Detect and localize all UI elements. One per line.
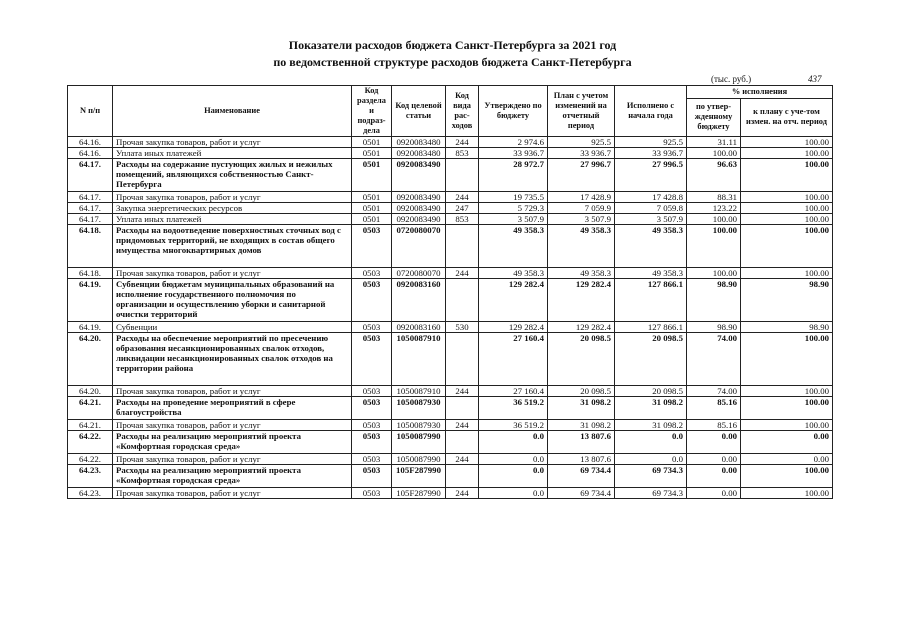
- col-header-pct-group: % исполнения: [687, 86, 833, 99]
- table-row: [68, 279, 833, 322]
- row-num: 64.16.: [68, 148, 113, 159]
- row-pct-plan: 100.00: [741, 203, 833, 214]
- row-num: 64.23.: [68, 488, 113, 499]
- col-header-pct-plan: к плану с уче-том измен. на отч. период: [741, 98, 833, 136]
- row-pct-approved: 123.22: [687, 203, 741, 214]
- row-section: 0503: [352, 386, 392, 397]
- row-kind: 853: [446, 148, 479, 159]
- page-number: 437: [808, 74, 822, 84]
- row-pct-approved: 85.16: [687, 397, 741, 420]
- row-executed: 7 059.8: [615, 203, 687, 214]
- budget-table: [67, 85, 833, 499]
- row-target: 0720080070: [392, 225, 446, 268]
- row-executed: 49 358.3: [615, 268, 687, 279]
- row-kind: 244: [446, 268, 479, 279]
- row-section: 0501: [352, 214, 392, 225]
- row-pct-plan: 100.00: [741, 192, 833, 203]
- row-executed: 31 098.2: [615, 420, 687, 431]
- row-num: 64.21.: [68, 420, 113, 431]
- row-name: Расходы на реализацию мероприятий проекта «Комфортная городская среда»: [113, 465, 352, 488]
- row-section: 0501: [352, 159, 392, 192]
- row-name: Уплата иных платежей: [113, 214, 352, 225]
- row-target: 1050087990: [392, 431, 446, 454]
- row-plan: 925.5: [548, 137, 615, 148]
- row-plan: 129 282.4: [548, 279, 615, 322]
- row-name: Расходы на обеспечение мероприятий по пресечению образования несанкционированных свалок отходов, ликвидации несанкционированных свалок отходов на территории района: [113, 333, 352, 386]
- row-approved: 3 507.9: [479, 214, 548, 225]
- row-target: 0920083490: [392, 214, 446, 225]
- row-kind: 244: [446, 454, 479, 465]
- row-pct-approved: 100.00: [687, 268, 741, 279]
- row-num: 64.20.: [68, 333, 113, 386]
- row-pct-plan: 98.90: [741, 279, 833, 322]
- row-executed: 0.0: [615, 454, 687, 465]
- row-kind: [446, 397, 479, 420]
- row-pct-approved: 85.16: [687, 420, 741, 431]
- col-header-approved: Утверждено по бюджету: [479, 86, 548, 137]
- row-plan: 3 507.9: [548, 214, 615, 225]
- row-executed: 49 358.3: [615, 225, 687, 268]
- col-header-name: Наименование: [113, 86, 352, 137]
- row-plan: 31 098.2: [548, 397, 615, 420]
- table-row: [68, 454, 833, 465]
- row-executed: 31 098.2: [615, 397, 687, 420]
- row-pct-approved: 31.11: [687, 137, 741, 148]
- row-approved: 27 160.4: [479, 333, 548, 386]
- row-approved: 2 974.6: [479, 137, 548, 148]
- row-pct-approved: 96.63: [687, 159, 741, 192]
- row-kind: 530: [446, 322, 479, 333]
- col-header-target: Код целевой статьи: [392, 86, 446, 137]
- row-target: 0720080070: [392, 268, 446, 279]
- col-header-kind: Код вида рас-ходов: [446, 86, 479, 137]
- table-row: [68, 192, 833, 203]
- row-plan: 49 358.3: [548, 225, 615, 268]
- row-name: Прочая закупка товаров, работ и услуг: [113, 420, 352, 431]
- row-name: Прочая закупка товаров, работ и услуг: [113, 488, 352, 499]
- row-section: 0503: [352, 322, 392, 333]
- row-section: 0503: [352, 225, 392, 268]
- row-pct-approved: 0.00: [687, 465, 741, 488]
- table-row: [68, 137, 833, 148]
- row-kind: [446, 431, 479, 454]
- row-pct-plan: 100.00: [741, 420, 833, 431]
- row-pct-approved: 100.00: [687, 148, 741, 159]
- row-section: 0503: [352, 420, 392, 431]
- row-pct-plan: 100.00: [741, 225, 833, 268]
- table-row: [68, 203, 833, 214]
- row-target: 0920083480: [392, 137, 446, 148]
- row-name: Прочая закупка товаров, работ и услуг: [113, 268, 352, 279]
- row-pct-approved: 0.00: [687, 454, 741, 465]
- row-approved: 5 729.3: [479, 203, 548, 214]
- row-section: 0503: [352, 279, 392, 322]
- row-target: 105F287990: [392, 488, 446, 499]
- row-approved: 129 282.4: [479, 279, 548, 322]
- row-approved: 129 282.4: [479, 322, 548, 333]
- row-pct-plan: 100.00: [741, 148, 833, 159]
- row-pct-approved: 100.00: [687, 225, 741, 268]
- row-num: 64.22.: [68, 431, 113, 454]
- row-section: 0503: [352, 454, 392, 465]
- row-target: 0920083480: [392, 148, 446, 159]
- row-kind: 244: [446, 488, 479, 499]
- row-pct-plan: 100.00: [741, 386, 833, 397]
- row-executed: 127 866.1: [615, 279, 687, 322]
- row-num: 64.23.: [68, 465, 113, 488]
- row-section: 0503: [352, 397, 392, 420]
- row-name: Уплата иных платежей: [113, 148, 352, 159]
- row-kind: [446, 465, 479, 488]
- row-section: 0501: [352, 137, 392, 148]
- row-pct-plan: 100.00: [741, 333, 833, 386]
- row-approved: 0.0: [479, 465, 548, 488]
- row-section: 0501: [352, 148, 392, 159]
- row-pct-plan: 0.00: [741, 431, 833, 454]
- row-name: Прочая закупка товаров, работ и услуг: [113, 386, 352, 397]
- row-executed: 3 507.9: [615, 214, 687, 225]
- row-name: Прочая закупка товаров, работ и услуг: [113, 454, 352, 465]
- row-pct-plan: 100.00: [741, 137, 833, 148]
- row-pct-approved: 74.00: [687, 386, 741, 397]
- row-num: 64.20.: [68, 386, 113, 397]
- row-approved: 36 519.2: [479, 397, 548, 420]
- row-pct-approved: 0.00: [687, 488, 741, 499]
- table-row: [68, 268, 833, 279]
- row-pct-approved: 0.00: [687, 431, 741, 454]
- col-header-executed: Исполнено с начала года: [615, 86, 687, 137]
- table-row: [68, 148, 833, 159]
- table-row: [68, 397, 833, 420]
- row-pct-plan: 0.00: [741, 454, 833, 465]
- row-target: 0920083160: [392, 279, 446, 322]
- row-num: 64.19.: [68, 322, 113, 333]
- row-name: Субвенции: [113, 322, 352, 333]
- row-name: Расходы на водоотведение поверхностных сточных вод с придомовых территорий, не входящих в состав общего имущества многоквартирных домов: [113, 225, 352, 268]
- row-section: 0501: [352, 192, 392, 203]
- table-row: [68, 159, 833, 192]
- row-pct-plan: 100.00: [741, 214, 833, 225]
- row-target: 1050087910: [392, 333, 446, 386]
- table-row: [68, 386, 833, 397]
- row-approved: 19 735.5: [479, 192, 548, 203]
- table-row: [68, 333, 833, 386]
- row-kind: [446, 159, 479, 192]
- row-target: 1050087990: [392, 454, 446, 465]
- row-num: 64.22.: [68, 454, 113, 465]
- row-kind: 247: [446, 203, 479, 214]
- row-executed: 925.5: [615, 137, 687, 148]
- row-section: 0501: [352, 203, 392, 214]
- row-pct-plan: 98.90: [741, 322, 833, 333]
- row-approved: 0.0: [479, 454, 548, 465]
- row-target: 1050087930: [392, 397, 446, 420]
- col-header-pct-approved: по утвер-жденному бюджету: [687, 98, 741, 136]
- row-approved: 36 519.2: [479, 420, 548, 431]
- row-pct-approved: 88.31: [687, 192, 741, 203]
- row-executed: 69 734.3: [615, 488, 687, 499]
- row-plan: 20 098.5: [548, 333, 615, 386]
- row-executed: 27 996.5: [615, 159, 687, 192]
- table-row: [68, 225, 833, 268]
- row-section: 0503: [352, 333, 392, 386]
- row-target: 0920083490: [392, 192, 446, 203]
- row-approved: 0.0: [479, 431, 548, 454]
- table-row: [68, 488, 833, 499]
- row-approved: 49 358.3: [479, 268, 548, 279]
- row-plan: 17 428.9: [548, 192, 615, 203]
- row-plan: 69 734.4: [548, 465, 615, 488]
- row-name: Закупка энергетических ресурсов: [113, 203, 352, 214]
- row-pct-plan: 100.00: [741, 159, 833, 192]
- units-label: (тыс. руб.): [711, 74, 752, 84]
- row-kind: 244: [446, 420, 479, 431]
- row-plan: 13 807.6: [548, 454, 615, 465]
- page-subtitle: по ведомственной структуре расходов бюджета Санкт-Петербурга: [273, 55, 632, 69]
- row-approved: 28 972.7: [479, 159, 548, 192]
- row-pct-approved: 98.90: [687, 322, 741, 333]
- row-plan: 27 996.7: [548, 159, 615, 192]
- row-target: 0920083490: [392, 203, 446, 214]
- row-target: 0920083490: [392, 159, 446, 192]
- row-approved: 0.0: [479, 488, 548, 499]
- row-plan: 31 098.2: [548, 420, 615, 431]
- row-num: 64.17.: [68, 214, 113, 225]
- row-num: 64.17.: [68, 192, 113, 203]
- row-target: 0920083160: [392, 322, 446, 333]
- row-plan: 13 807.6: [548, 431, 615, 454]
- table-row: [68, 465, 833, 488]
- table-body: [68, 137, 833, 499]
- row-kind: 244: [446, 192, 479, 203]
- row-executed: 127 866.1: [615, 322, 687, 333]
- row-target: 1050087930: [392, 420, 446, 431]
- row-pct-approved: 100.00: [687, 214, 741, 225]
- row-executed: 20 098.5: [615, 386, 687, 397]
- row-executed: 17 428.8: [615, 192, 687, 203]
- row-section: 0503: [352, 431, 392, 454]
- row-name: Прочая закупка товаров, работ и услуг: [113, 137, 352, 148]
- row-approved: 33 936.7: [479, 148, 548, 159]
- table-row: [68, 420, 833, 431]
- row-pct-approved: 98.90: [687, 279, 741, 322]
- table-row: [68, 214, 833, 225]
- page-title: Показатели расходов бюджета Санкт-Петербурга за 2021 год: [288, 38, 617, 52]
- row-name: Расходы на реализацию мероприятий проекта «Комфортная городская среда»: [113, 431, 352, 454]
- row-target: 1050087910: [392, 386, 446, 397]
- row-pct-plan: 100.00: [741, 465, 833, 488]
- row-num: 64.19.: [68, 279, 113, 322]
- row-executed: 69 734.3: [615, 465, 687, 488]
- row-section: 0503: [352, 465, 392, 488]
- row-plan: 7 059.9: [548, 203, 615, 214]
- row-kind: [446, 279, 479, 322]
- row-kind: [446, 225, 479, 268]
- row-plan: 33 936.7: [548, 148, 615, 159]
- table-row: [68, 431, 833, 454]
- row-executed: 33 936.7: [615, 148, 687, 159]
- row-executed: 0.0: [615, 431, 687, 454]
- row-plan: 129 282.4: [548, 322, 615, 333]
- row-plan: 49 358.3: [548, 268, 615, 279]
- row-pct-plan: 100.00: [741, 397, 833, 420]
- table-row: [68, 322, 833, 333]
- row-pct-plan: 100.00: [741, 488, 833, 499]
- row-kind: [446, 333, 479, 386]
- row-plan: 20 098.5: [548, 386, 615, 397]
- row-plan: 69 734.4: [548, 488, 615, 499]
- row-pct-plan: 100.00: [741, 268, 833, 279]
- row-kind: 853: [446, 214, 479, 225]
- row-kind: 244: [446, 386, 479, 397]
- row-name: Субвенции бюджетам муниципальных образований на исполнение государственного полномочия по организации и осуществлению уборки и санитарной очистки территорий: [113, 279, 352, 322]
- col-header-num: N п/п: [68, 86, 113, 137]
- row-num: 64.18.: [68, 268, 113, 279]
- row-target: 105F287990: [392, 465, 446, 488]
- col-header-section: Код раздела и подраз-дела: [352, 86, 392, 137]
- row-name: Расходы на проведение мероприятий в сфере благоустройства: [113, 397, 352, 420]
- row-kind: 244: [446, 137, 479, 148]
- row-approved: 27 160.4: [479, 386, 548, 397]
- row-num: 64.21.: [68, 397, 113, 420]
- col-header-plan: План с учетом изменений на отчетный период: [548, 86, 615, 137]
- row-num: 64.17.: [68, 159, 113, 192]
- row-section: 0503: [352, 268, 392, 279]
- row-name: Расходы на содержание пустующих жилых и нежилых помещений, являющихся собственностью Санкт-Петербурга: [113, 159, 352, 192]
- row-num: 64.17.: [68, 203, 113, 214]
- row-executed: 20 098.5: [615, 333, 687, 386]
- row-approved: 49 358.3: [479, 225, 548, 268]
- row-name: Прочая закупка товаров, работ и услуг: [113, 192, 352, 203]
- row-section: 0503: [352, 488, 392, 499]
- row-num: 64.16.: [68, 137, 113, 148]
- row-pct-approved: 74.00: [687, 333, 741, 386]
- row-num: 64.18.: [68, 225, 113, 268]
